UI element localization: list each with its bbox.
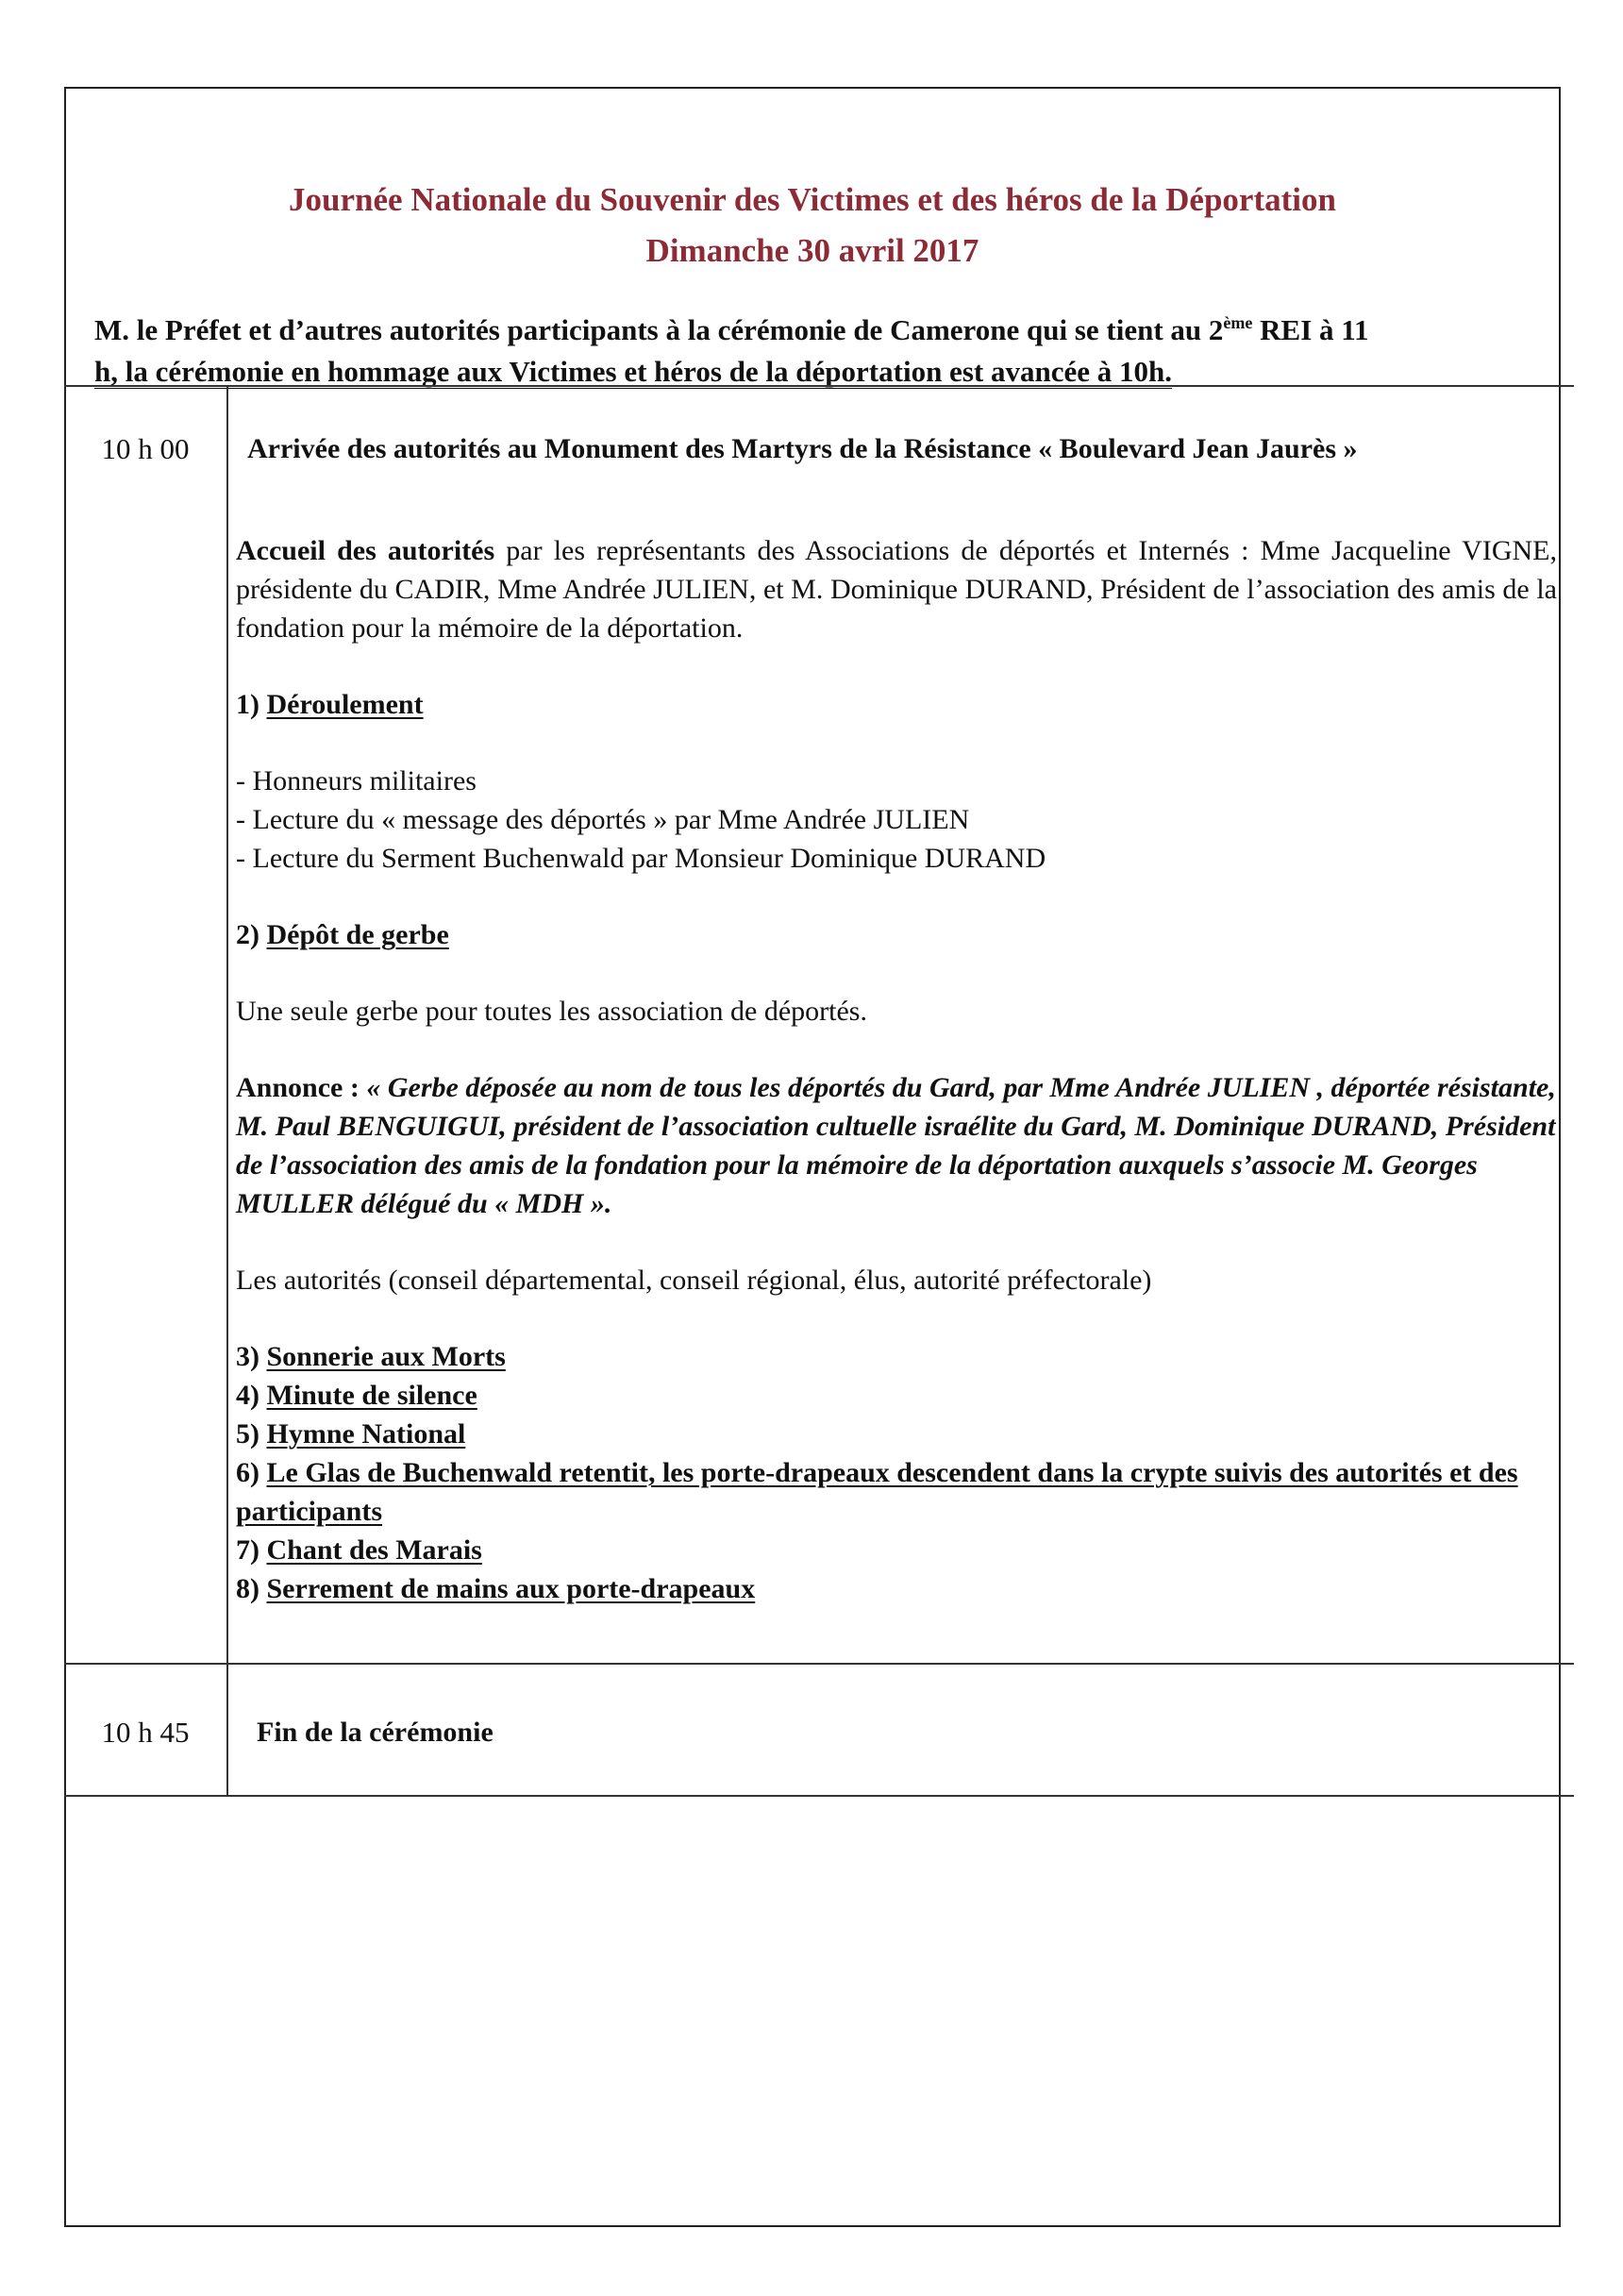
section-gerbe-heading: 2) Dépôt de gerbe <box>236 919 449 950</box>
intro-line-2: h, la cérémonie en hommage aux Victimes et héros de la déportation est avancée à 10h. <box>94 355 1172 388</box>
row1-heading: Arrivée des autorités au Monument des Martyrs de la Résistance « Boulevard Jean Jaurès » <box>247 433 1358 464</box>
accueil-paragraph: Accueil des autorités par les représentants des Associations de déportés et Internés : Mme Jacqueline VIGNE, présidente du CADIR, Mme Andrée JULIEN, et M. Dominique DURAND, Président de l’association des amis de la fondation pour la mémoire de la déportation. <box>236 535 1557 644</box>
row2-heading: Fin de la cérémonie <box>257 1717 494 1748</box>
section-deroulement-heading: 1) Déroulement <box>236 689 424 720</box>
list-item: - Lecture du Serment Buchenwald par Monsieur Dominique DURAND <box>236 843 1046 874</box>
list-item: 6) Le Glas de Buchenwald retentit, les porte-drapeaux descendent dans la crypte suivis des autorités et des participants <box>236 1457 1518 1527</box>
row1-time: 10 h 00 <box>101 432 190 465</box>
ceremony-steps <box>236 1337 1557 1608</box>
list-item: 7) Chant des Marais <box>236 1534 482 1566</box>
autorites-text: Les autorités (conseil départemental, conseil régional, élus, autorité préfectorale) <box>236 1265 1152 1296</box>
table-column-divider <box>226 385 228 1797</box>
table-top-rule <box>64 385 1574 387</box>
table-bottom-rule <box>64 1795 1574 1797</box>
deroulement-list <box>236 762 1557 878</box>
row1-body <box>236 531 1557 1608</box>
list-item: - Lecture du « message des déportés » par Mme Andrée JULIEN <box>236 804 970 835</box>
intro-line-1: M. le Préfet et d’autres autorités participants à la cérémonie de Camerone qui se tient au 2ème REI à 11 <box>94 313 1369 346</box>
list-item: 4) Minute de silence <box>236 1380 477 1411</box>
row2-time: 10 h 45 <box>101 1716 190 1749</box>
list-item: 5) Hymne National <box>236 1418 466 1450</box>
annonce-paragraph: Annonce : « Gerbe déposée au nom de tous les déportés du Gard, par Mme Andrée JULIEN , déportée résistante, M. Paul BENGUIGUI, président de l’association cultuelle israélite du Gard, M. Dominique DURAND, Président de l’association des amis de la fondation pour la mémoire de la déportation auxquels s’associe M. Georges MULLER délégué du « MDH ». <box>236 1072 1556 1219</box>
list-item: 3) Sonnerie aux Morts <box>236 1341 506 1372</box>
list-item: - Honneurs militaires <box>236 765 477 796</box>
gerbe-text: Une seule gerbe pour toutes les association de déportés. <box>236 996 867 1027</box>
table-row-divider <box>64 1663 1574 1665</box>
list-item: 8) Serrement de mains aux porte-drapeaux <box>236 1573 756 1604</box>
intro-notice <box>94 310 1529 393</box>
page-title: Journée Nationale du Souvenir des Victimes et des héros de la Déportation <box>289 181 1336 218</box>
page-date: Dimanche 30 avril 2017 <box>645 232 979 269</box>
